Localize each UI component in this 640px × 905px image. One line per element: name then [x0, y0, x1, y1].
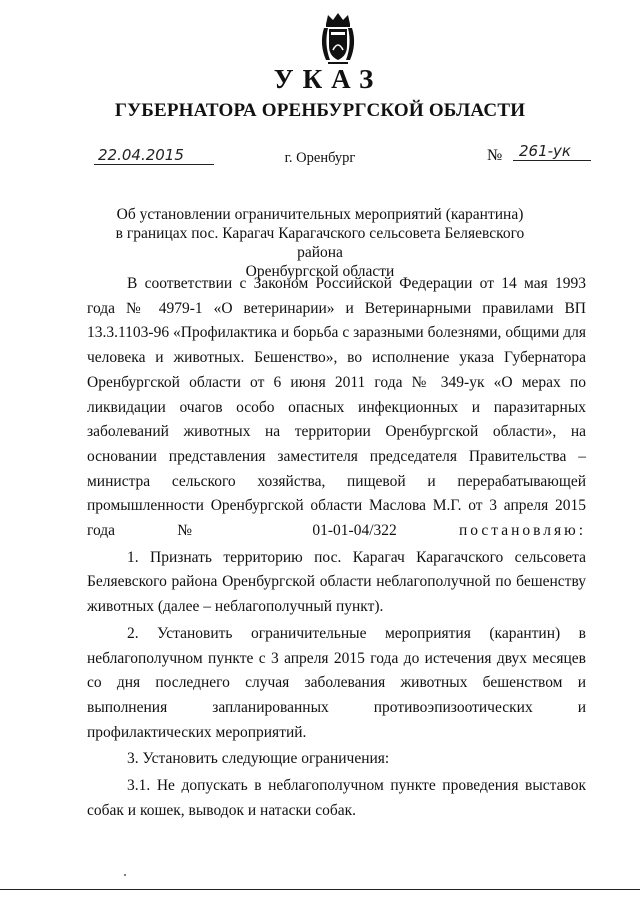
decree-number: 261-ук — [513, 142, 591, 161]
decree-word: постановляю: — [458, 522, 586, 540]
decree-body — [87, 272, 586, 823]
page-bottom-rule — [0, 889, 640, 890]
decree-subject — [100, 205, 540, 281]
item-paragraph: 1. Признать территорию пос. Карагач Карагачского сельсовета Беляевского района Оренбургской области неблагополучной по бешенству животных (далее – неблагополучный пункт). — [87, 548, 586, 616]
number-label: № — [487, 147, 503, 164]
document-title: УКАЗ — [273, 64, 383, 94]
item-paragraph: 2. Установить ограничительные мероприятия (карантин) в неблагополучном пункте с 3 апреля 2015 года до истечения двух месяцев со дня последнего случая заболевания животных бешенством и выполнения запланированных противоэпизоотических и профилактических мероприятий. — [87, 624, 586, 741]
subject-line: Оренбургской области — [245, 263, 395, 280]
item-paragraph: 3. Установить следующие ограничения: — [127, 750, 390, 768]
decree-date: 22.04.2015 — [94, 146, 214, 165]
scan-speck — [124, 874, 126, 876]
orenburg-coat-of-arms-icon — [316, 10, 360, 66]
document-issuer: ГУБЕРНАТОРА ОРЕНБУРГСКОЙ ОБЛАСТИ — [114, 100, 526, 121]
decree-city: г. Оренбург — [284, 150, 356, 166]
subject-line: Об установлении ограничительных мероприятий (карантина) — [116, 206, 524, 223]
preamble-paragraph — [87, 272, 586, 544]
subject-line: в границах пос. Карагач Карагачского сельсовета Беляевского района — [115, 225, 525, 261]
item-paragraph: 3.1. Не допускать в неблагополучном пункте проведения выставок собак и кошек, выводок и натаски собак. — [87, 777, 586, 819]
preamble-text: В соответствии с Законом Российской Федерации от 14 мая 1993 года № 4979-1 «О ветеринарии» и Ветеринарными правилами ВП 13.3.1103-96 «Профилактика и борьба с заразными болезнями, общими для человека и животных. Бешенство», во исполнение указа Губернатора Оренбургской области от 6 июня 2011 года № 349-ук «О мерах по ликвидации очагов особо опасных инфекционных и паразитарных заболеваний животных на территории Оренбургской области», на основании представления заместителя председателя Правительства – министра сельского хозяйства, пищевой и перерабатывающей промышленности Оренбургской области Маслова М.Г. от 3 апреля 2015 года № 01-01-04/322 — [87, 275, 586, 540]
